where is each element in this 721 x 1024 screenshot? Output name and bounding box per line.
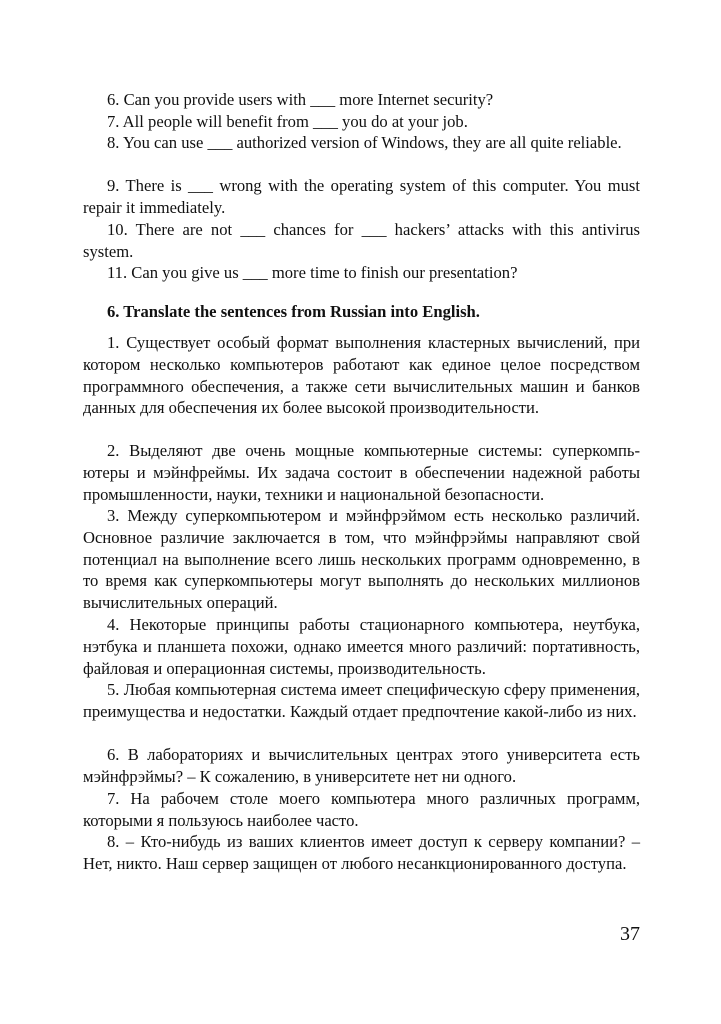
english-item-8: 8. You can use ___ authorized version of Windows, they are all quite reliable. bbox=[107, 133, 622, 152]
english-item-11: 11. Can you give us ___ more time to finish our presentation? bbox=[107, 263, 518, 282]
english-item-9: 9. There is ___ wrong with the operating system of this computer. You must repair it immediately. bbox=[83, 176, 640, 217]
russian-item-6: 6. В лабораториях и вычислительных центрах этого университета есть мэйнфрэймы? – К сожалению, в университете нет ни одного. bbox=[83, 745, 640, 786]
english-item-6: 6. Can you provide users with ___ more Internet security? bbox=[107, 90, 494, 109]
russian-item-8: 8. – Кто-нибудь из ваших клиентов имеет доступ к серверу компании? – Нет, никто. Наш сервер защищен от любого несанкционированного доступа. bbox=[83, 832, 640, 873]
english-item-10: 10. There are not ___ chances for ___ hackers’ attacks with this antivirus system. bbox=[83, 220, 640, 261]
russian-item-3: 3. Между суперкомпьютером и мэйнфрэймом есть несколько различий. Основное различие заключается в том, что мэйнфрэймы направляют свой потенциал на выполнение всего лишь нескольких программ одновременно, в то время как суперкомпьютеры могут выполнять до нескольких миллионов вычислительных операций. bbox=[83, 506, 640, 613]
russian-item-1: 1. Существует особый формат выполнения кластерных вычислений, при котором несколько компьютеров работают как единое целое посредством программного обеспечения, а также сети вычислительных машин и банков данных для обеспечения их более высокой производительности. bbox=[83, 333, 640, 418]
russian-item-7: 7. На рабочем столе моего компьютера много различных программ, которыми я пользуюсь наиболее часто. bbox=[83, 789, 640, 830]
section-heading: 6. Translate the sentences from Russian into English. bbox=[107, 302, 480, 321]
russian-item-2: 2. Выделяют две очень мощные компьютерные системы: суперкомпьютеры и мэйнфреймы. Их задача состоит в обеспечении надежной работы промышленности, науки, техники и национальной безопасности. bbox=[83, 441, 640, 504]
russian-item-5: 5. Любая компьютерная система имеет специфическую сферу применения, преимущества и недостатки. Каждый отдает предпочтение какой-либо из них. bbox=[83, 680, 640, 721]
russian-item-4: 4. Некоторые принципы работы стационарного компьютера, неутбука, нэтбука и планшета похожи, однако имеется много различий: портативность, файловая и операционная системы, производительность. bbox=[83, 615, 640, 678]
english-item-7: 7. All people will benefit from ___ you do at your job. bbox=[107, 112, 468, 131]
page-number: 37 bbox=[620, 923, 640, 945]
